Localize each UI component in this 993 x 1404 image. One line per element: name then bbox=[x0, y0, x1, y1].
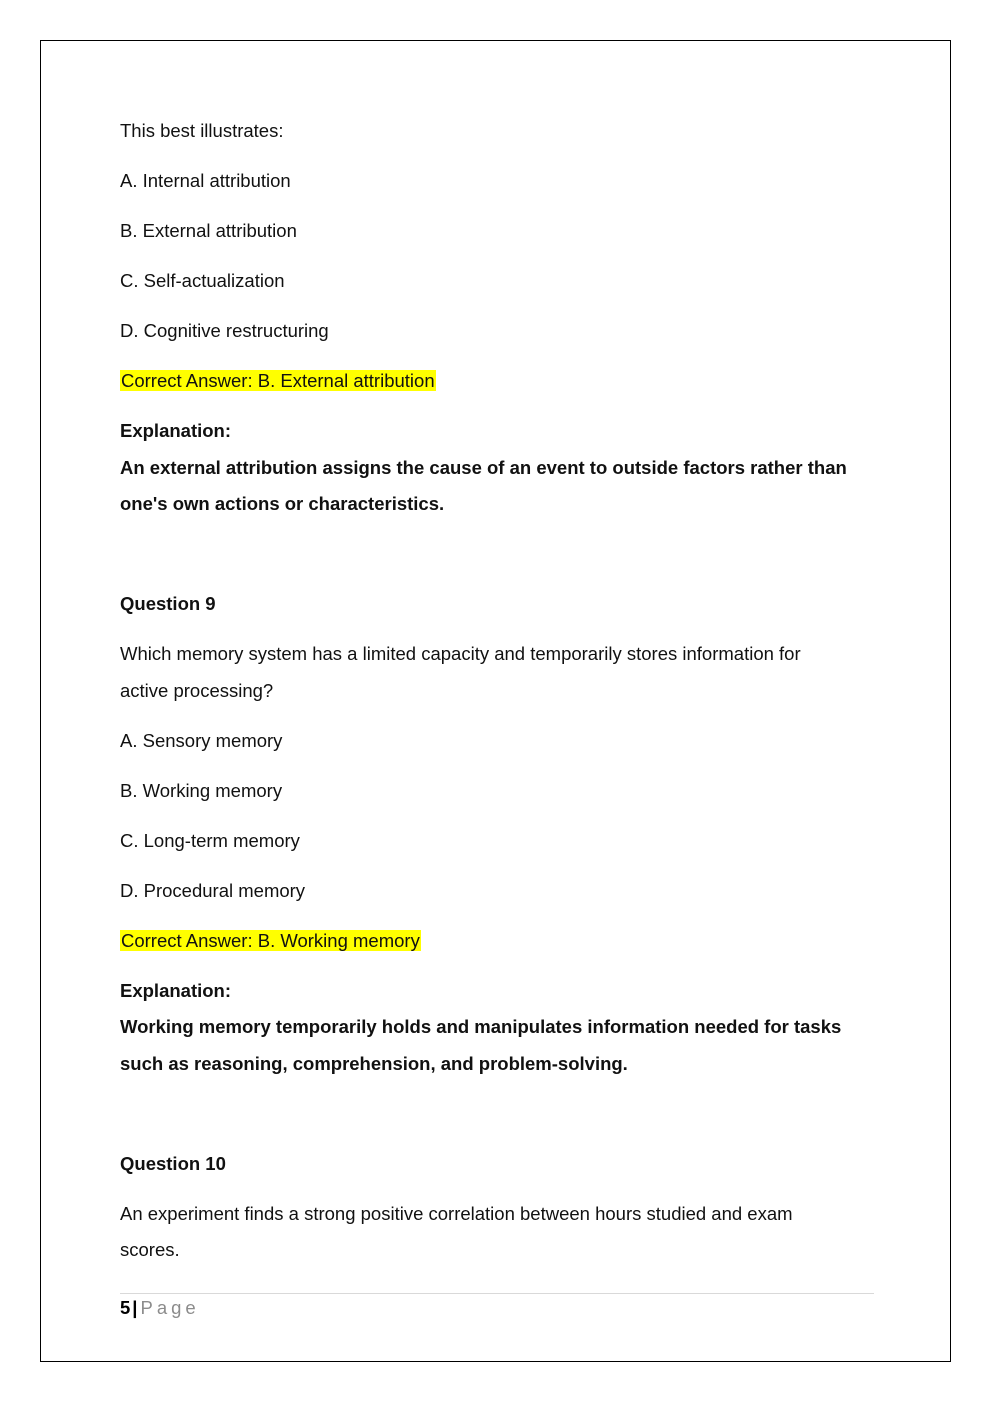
q8-stem-tail: This best illustrates: bbox=[120, 120, 284, 141]
q8-option-a: A. Internal attribution bbox=[120, 170, 291, 191]
q9-explanation-line-1: Working memory temporarily holds and manipulates information needed for tasks bbox=[120, 1016, 842, 1037]
q9-stem-line-1: Which memory system has a limited capacity and temporarily stores information for bbox=[120, 643, 801, 664]
q9-correct-answer: Correct Answer: B. Working memory bbox=[121, 930, 420, 951]
q9-option-a: A. Sensory memory bbox=[120, 730, 283, 751]
q9-explanation-label: Explanation: bbox=[120, 980, 232, 1001]
q8-correct-answer: Correct Answer: B. External attribution bbox=[121, 370, 435, 391]
q8-explanation-line-2: one's own actions or characteristics. bbox=[120, 493, 445, 514]
q9-option-d: D. Procedural memory bbox=[120, 880, 306, 901]
q8-explanation-line-1: An external attribution assigns the cause of an event to outside factors rather than bbox=[120, 457, 847, 478]
footer-separator: | bbox=[132, 1297, 138, 1318]
q9-option-b: B. Working memory bbox=[120, 780, 283, 801]
q9-heading: Question 9 bbox=[120, 593, 216, 614]
q9-option-c: C. Long-term memory bbox=[120, 830, 300, 851]
page-word: Page bbox=[140, 1297, 200, 1318]
q9-explanation-line-2: such as reasoning, comprehension, and problem-solving. bbox=[120, 1053, 628, 1074]
q8-correct-answer-line bbox=[120, 369, 436, 393]
q10-heading: Question 10 bbox=[120, 1153, 226, 1174]
q9-correct-answer-line bbox=[120, 929, 421, 953]
footer-divider bbox=[120, 1293, 874, 1294]
q8-option-b: B. External attribution bbox=[120, 220, 297, 241]
q10-stem-line-1: An experiment finds a strong positive correlation between hours studied and exam bbox=[120, 1203, 793, 1224]
q8-option-d: D. Cognitive restructuring bbox=[120, 320, 329, 341]
q8-explanation-label: Explanation: bbox=[120, 420, 232, 441]
q10-stem-line-2: scores. bbox=[120, 1239, 180, 1260]
page-footer bbox=[120, 1296, 200, 1320]
page-number: 5 bbox=[120, 1297, 131, 1318]
q9-stem-line-2: active processing? bbox=[120, 680, 274, 701]
q8-option-c: C. Self-actualization bbox=[120, 270, 285, 291]
